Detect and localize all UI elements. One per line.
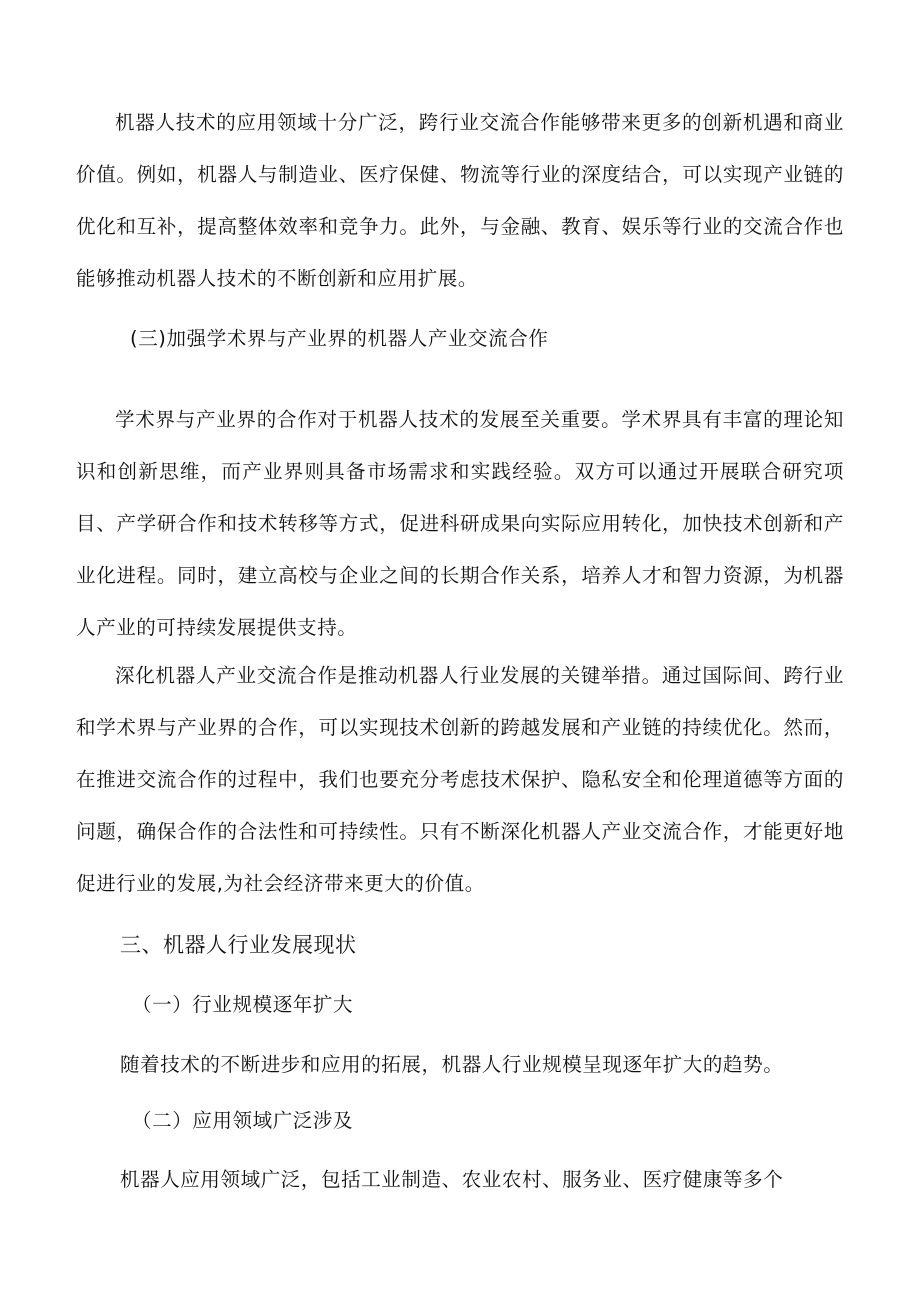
subheading-industry-scale: （一）行业规模逐年扩大	[132, 993, 354, 1016]
paragraph-cross-industry-cooperation: 机器人技术的应用领域十分广泛，跨行业交流合作能够带来更多的创新机遇和商业价值。例如，机器人与制造业、医疗保健、物流等行业的深度结合，可以实现产业链的优化和互补，提高整体效率和竞争力。此外，与金融、教育、娱乐等行业的交流合作也能够推动机器人技术的不断创新和应用扩展。	[76, 111, 844, 290]
paragraph-industry-scale: 随着技术的不断进步和应用的拓展，机器人行业规模呈现逐年扩大的趋势。	[120, 1053, 784, 1076]
paragraph-conclusion: 深化机器人产业交流合作是推动机器人行业发展的关键举措。通过国际间、跨行业和学术界与产业界的合作，可以实现技术创新的跨越发展和产业链的持续优化。然而，在推进交流合作的过程中，我们也要充分考虑技术保护、隐私安全和伦理道德等方面的问题，确保合作的合法性和可持续性。只有不断深化机器人产业交流合作，才能更好地促进行业的发展,为社会经济带来更大的价值。	[76, 664, 844, 895]
paragraph-application-fields: 机器人应用领域广泛，包括工业制造、农业农村、服务业、医疗健康等多个	[120, 1168, 784, 1191]
subheading-academia-industry-cooperation: (三)加强学术界与产业界的机器人产业交流合作	[130, 327, 549, 350]
subheading-application-fields: （二）应用领域广泛涉及	[132, 1109, 354, 1132]
paragraph-academia-industry-cooperation: 学术界与产业界的合作对于机器人技术的发展至关重要。学术界具有丰富的理论知识和创新思维，而产业界则具备市场需求和实践经验。双方可以通过开展联合研究项目、产学研合作和技术转移等方式，促进科研成果向实际应用转化，加快技术创新和产业化进程。同时，建立高校与企业之间的长期合作关系，培养人才和智力资源，为机器人产业的可持续发展提供支持。	[76, 408, 844, 639]
section-heading-industry-status: 三、机器人行业发展现状	[120, 933, 357, 957]
